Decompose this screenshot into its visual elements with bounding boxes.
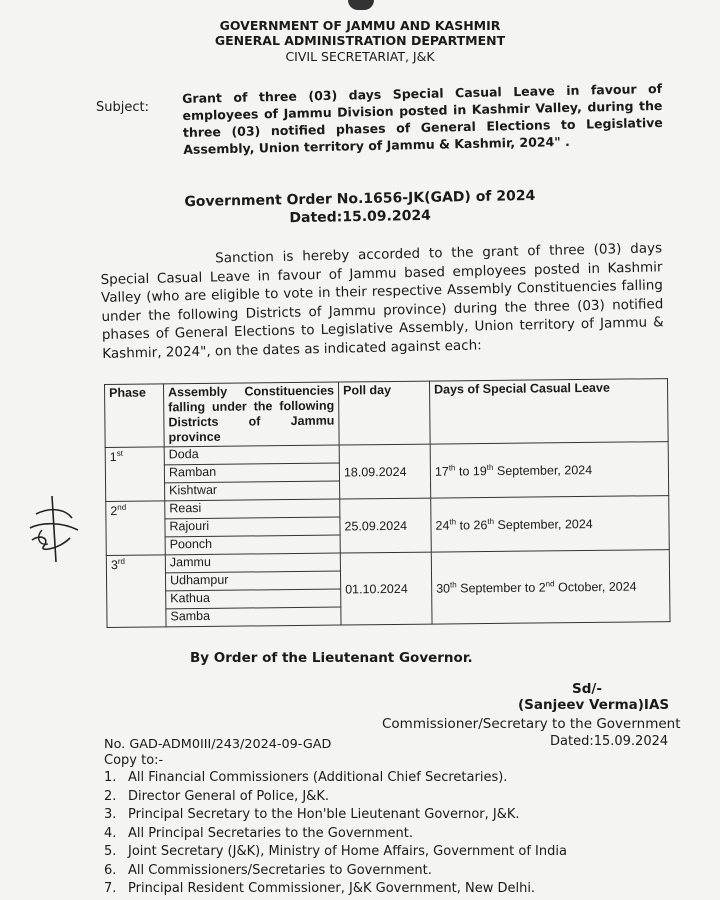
district-cell: Ramban (164, 463, 339, 483)
table-header-row (105, 379, 669, 448)
body-paragraph-text: Sanction is hereby accorded to the grant of three (03) days Special Casual Leave in favour of Jammu based employees posted in Kashmir Valley (who are eligible to vote in their respective Assembly Constituencies falling under the following Districts of Jammu province) during the three (03) notified phases of General Elections to Legislative Assembly, Union territory of Jammu & Kashmir, 2024", on the dates as indicated against each: (100, 240, 664, 362)
phase-number: 2 (110, 504, 118, 519)
leave-start-ordinal: th (449, 580, 457, 590)
leave-range-text: to 26 (456, 518, 488, 533)
poll-day-cell: 25.09.2024 (340, 498, 432, 553)
copy-to-label: Copy to:- (104, 753, 164, 768)
by-order-line: By Order of the Lieutenant Governor. (190, 650, 473, 666)
subject-text: Grant of three (03) days Special Casual Leave in favour of employees of Jammu Division posted in Kashmir Valley, during the three (03) notified phases of General Elections to Legislative Assembly, Union territory of Jammu & Kashmir, 2024" . (182, 80, 663, 157)
district-cell: Kathua (166, 589, 341, 609)
list-item (104, 807, 567, 826)
list-item-number: 5. (104, 844, 117, 859)
header-leave-days: Days of Special Casual Leave (429, 379, 668, 444)
list-item-text: Director General of Police, J&K. (128, 788, 329, 804)
header-poll-day: Poll day (338, 381, 430, 445)
state-emblem-icon (348, 0, 374, 10)
phase-number: 3 (110, 558, 118, 573)
phase-cell (106, 501, 166, 556)
signed-mark: Sd/- (572, 681, 602, 697)
list-item (104, 863, 567, 882)
subject-label: Subject: (96, 100, 149, 115)
list-item-number: 3. (104, 807, 117, 822)
leave-start-day: 30 (436, 581, 451, 596)
leave-schedule-table (104, 378, 671, 628)
list-item (104, 826, 567, 845)
list-item-number: 2. (104, 788, 117, 804)
copy-to-list (104, 770, 567, 900)
leave-days-cell (431, 496, 670, 552)
leave-start-day: 17 (434, 464, 449, 479)
list-item-number: 7. (104, 881, 117, 896)
leave-end-text: September, 2024 (493, 462, 593, 479)
district-cell: Reasi (165, 499, 340, 519)
header-department: GENERAL ADMINISTRATION DEPARTMENT (214, 33, 506, 48)
body-paragraph (100, 239, 664, 363)
district-cell: Udhampur (165, 571, 340, 591)
phase-ordinal: st (116, 448, 123, 458)
leave-start-ordinal: th (449, 517, 457, 527)
leave-end-ordinal: th (487, 516, 495, 526)
order-heading (160, 187, 561, 230)
signatory-designation: Commissioner/Secretary to the Government (382, 716, 681, 732)
list-item (104, 844, 567, 863)
header-phase: Phase (105, 384, 165, 448)
district-cell: Poonch (165, 535, 340, 555)
leave-end-ordinal: th (486, 462, 494, 472)
list-item-number: 4. (104, 825, 117, 841)
list-item-text: All Financial Commissioners (Additional Chief Secretaries). (128, 770, 508, 785)
leave-start-day: 24 (435, 518, 450, 533)
leave-end-text: September, 2024 (493, 516, 593, 533)
header-constituencies: Assembly Constituencies falling under the following Districts of Jammu province (164, 382, 340, 447)
initials-signature-icon (22, 494, 86, 564)
list-item-text: All Principal Secretaries to the Government. (128, 825, 414, 841)
district-cell: Kishtwar (165, 481, 340, 501)
leave-end-text: October, 2024 (554, 579, 637, 595)
leave-start-ordinal: th (448, 463, 456, 473)
header-secretariat: CIVIL SECRETARIAT, J&K (285, 49, 435, 64)
leave-range-text: to 19 (455, 464, 487, 479)
leave-days-cell (430, 442, 669, 498)
district-cell: Jammu (165, 553, 340, 573)
phase-number: 1 (109, 450, 117, 465)
list-item-text: Principal Secretary to the Hon'ble Lieutenant Governor, J&K. (128, 807, 520, 822)
paragraph-indent (100, 262, 215, 265)
leave-range-text: September to 2 (456, 580, 546, 596)
list-item (104, 881, 567, 900)
district-cell: Doda (164, 445, 339, 465)
district-cell: Rajouri (165, 517, 340, 537)
phase-cell (106, 555, 166, 628)
signatory-name: (Sanjeev Verma)IAS (518, 697, 670, 713)
order-date: Dated:15.09.2024 (289, 207, 432, 227)
list-item (104, 789, 567, 808)
phase-cell (105, 447, 165, 502)
poll-day-cell: 01.10.2024 (340, 552, 432, 625)
district-cell: Samba (166, 607, 341, 627)
leave-days-cell (431, 550, 670, 624)
phase-ordinal: rd (117, 556, 125, 566)
order-number: Government Order No.1656-JK(GAD) of 2024 (184, 187, 536, 211)
list-item-number: 1. (104, 770, 117, 785)
poll-day-cell: 18.09.2024 (339, 444, 431, 499)
phase-ordinal: nd (117, 502, 127, 512)
header-government: GOVERNMENT OF JAMMU AND KASHMIR (219, 18, 501, 33)
list-item-text: All Commissioners/Secretaries to Government. (128, 862, 432, 878)
list-item-text: Joint Secretary (J&K), Ministry of Home Affairs, Government of India (128, 844, 567, 859)
list-item-text: Principal Resident Commissioner, J&K Government, New Delhi. (128, 881, 536, 896)
leave-end-ordinal: nd (545, 579, 555, 589)
list-item-number: 6. (104, 862, 117, 878)
signature-date: Dated:15.09.2024 (550, 734, 669, 749)
reference-number: No. GAD-ADM0III/243/2024-09-GAD (104, 737, 332, 752)
list-item (104, 770, 567, 789)
